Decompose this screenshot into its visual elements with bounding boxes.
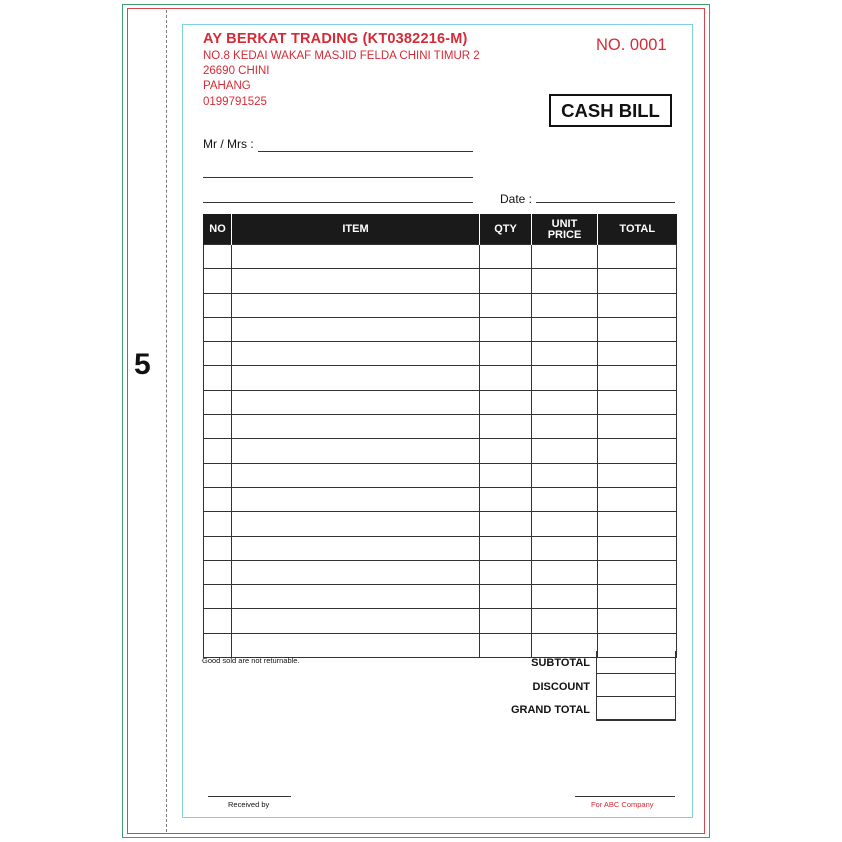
total-cell[interactable] <box>598 512 677 536</box>
unit-price-cell[interactable] <box>532 633 598 657</box>
total-cell[interactable] <box>598 585 677 609</box>
no-cell[interactable] <box>204 633 232 657</box>
qty-cell[interactable] <box>480 536 532 560</box>
document-title-text: CASH BILL <box>561 99 660 121</box>
total-cell[interactable] <box>598 366 677 390</box>
received-by-label: Received by <box>228 800 270 809</box>
total-cell[interactable] <box>598 560 677 584</box>
item-cell[interactable] <box>232 487 480 511</box>
company-signature-label: For ABC Company <box>591 800 654 809</box>
grand-total-label: GRAND TOTAL <box>510 704 590 716</box>
no-cell[interactable] <box>204 560 232 584</box>
total-cell[interactable] <box>598 609 677 633</box>
table-row <box>204 317 677 341</box>
item-cell[interactable] <box>232 609 480 633</box>
item-cell[interactable] <box>232 536 480 560</box>
unit-price-cell[interactable] <box>532 439 598 463</box>
company-name: AY BERKAT TRADING (KT0382216-M) <box>203 31 468 47</box>
subtotal-cell[interactable] <box>596 651 676 674</box>
item-cell[interactable] <box>232 560 480 584</box>
table-row <box>204 487 677 511</box>
total-cell[interactable] <box>598 317 677 341</box>
table-row <box>204 512 677 536</box>
company-address-line-2: 26690 CHINI <box>203 65 270 77</box>
qty-cell[interactable] <box>480 439 532 463</box>
no-cell[interactable] <box>204 317 232 341</box>
qty-cell[interactable] <box>480 269 532 293</box>
no-cell[interactable] <box>204 463 232 487</box>
header-no: NO <box>204 214 232 245</box>
table-row <box>204 536 677 560</box>
return-policy-note: Good sold are not returnable. <box>202 656 300 665</box>
no-cell[interactable] <box>204 512 232 536</box>
no-cell[interactable] <box>204 585 232 609</box>
total-cell[interactable] <box>598 439 677 463</box>
unit-price-cell[interactable] <box>532 366 598 390</box>
total-cell[interactable] <box>598 536 677 560</box>
document-title <box>549 94 672 127</box>
unit-price-cell[interactable] <box>532 269 598 293</box>
table-row <box>204 390 677 414</box>
no-cell[interactable] <box>204 269 232 293</box>
unit-price-cell[interactable] <box>532 390 598 414</box>
unit-price-cell[interactable] <box>532 245 598 269</box>
table-row <box>204 463 677 487</box>
discount-cell[interactable] <box>596 674 676 697</box>
item-cell[interactable] <box>232 633 480 657</box>
no-cell[interactable] <box>204 390 232 414</box>
qty-cell[interactable] <box>480 609 532 633</box>
company-signature-line[interactable] <box>575 796 675 797</box>
qty-cell[interactable] <box>480 463 532 487</box>
qty-cell[interactable] <box>480 560 532 584</box>
grand-total-double-underline <box>596 719 676 721</box>
table-header-row <box>204 214 677 245</box>
item-cell[interactable] <box>232 463 480 487</box>
qty-cell[interactable] <box>480 512 532 536</box>
unit-price-cell[interactable] <box>532 512 598 536</box>
table-row <box>204 415 677 439</box>
no-cell[interactable] <box>204 415 232 439</box>
company-address-line-1: NO.8 KEDAI WAKAF MASJID FELDA CHINI TIMUR 2 <box>203 50 480 62</box>
customer-line-2[interactable] <box>203 177 473 178</box>
date-line[interactable] <box>536 202 675 203</box>
unit-price-cell[interactable] <box>532 317 598 341</box>
item-cell[interactable] <box>232 245 480 269</box>
qty-cell[interactable] <box>480 415 532 439</box>
qty-cell[interactable] <box>480 293 532 317</box>
qty-cell[interactable] <box>480 585 532 609</box>
no-cell[interactable] <box>204 366 232 390</box>
no-cell[interactable] <box>204 609 232 633</box>
table-row <box>204 293 677 317</box>
unit-price-cell[interactable] <box>532 609 598 633</box>
subtotal-label: SUBTOTAL <box>531 657 590 669</box>
no-cell[interactable] <box>204 439 232 463</box>
unit-price-cell[interactable] <box>532 415 598 439</box>
unit-price-cell[interactable] <box>532 487 598 511</box>
grand-total-cell[interactable] <box>596 697 676 720</box>
item-cell[interactable] <box>232 415 480 439</box>
unit-price-cell[interactable] <box>532 585 598 609</box>
total-cell[interactable] <box>598 293 677 317</box>
item-cell[interactable] <box>232 439 480 463</box>
total-cell[interactable] <box>598 463 677 487</box>
qty-cell[interactable] <box>480 390 532 414</box>
items-table <box>203 214 677 658</box>
customer-label: Mr / Mrs : <box>203 137 254 151</box>
qty-cell[interactable] <box>480 487 532 511</box>
company-address-line-3: PAHANG <box>203 80 251 92</box>
no-cell[interactable] <box>204 245 232 269</box>
customer-line-1[interactable] <box>258 151 473 152</box>
item-cell[interactable] <box>232 390 480 414</box>
header-item: ITEM <box>232 214 480 245</box>
total-cell[interactable] <box>598 269 677 293</box>
table-row <box>204 342 677 366</box>
no-cell[interactable] <box>204 342 232 366</box>
item-cell[interactable] <box>232 512 480 536</box>
qty-cell[interactable] <box>480 633 532 657</box>
no-cell[interactable] <box>204 536 232 560</box>
customer-line-3[interactable] <box>203 202 473 203</box>
received-by-line[interactable] <box>208 796 291 797</box>
item-cell[interactable] <box>232 293 480 317</box>
qty-cell[interactable] <box>480 342 532 366</box>
item-cell[interactable] <box>232 585 480 609</box>
item-cell[interactable] <box>232 342 480 366</box>
unit-price-cell[interactable] <box>532 463 598 487</box>
table-row <box>204 269 677 293</box>
total-cell[interactable] <box>598 342 677 366</box>
total-cell[interactable] <box>598 245 677 269</box>
unit-price-cell[interactable] <box>532 560 598 584</box>
company-phone: 0199791525 <box>203 96 267 108</box>
no-cell[interactable] <box>204 487 232 511</box>
bill-number: NO. 0001 <box>596 36 667 54</box>
unit-price-cell[interactable] <box>532 536 598 560</box>
discount-label: DISCOUNT <box>532 681 590 693</box>
table-body <box>204 245 677 658</box>
total-cell[interactable] <box>598 390 677 414</box>
qty-cell[interactable] <box>480 366 532 390</box>
table-row <box>204 560 677 584</box>
header-total: TOTAL <box>598 214 677 245</box>
table-row <box>204 609 677 633</box>
item-cell[interactable] <box>232 366 480 390</box>
table-row <box>204 366 677 390</box>
unit-price-cell[interactable] <box>532 342 598 366</box>
total-cell[interactable] <box>598 415 677 439</box>
header-qty: QTY <box>480 214 532 245</box>
page-number: 5 <box>134 348 151 381</box>
total-cell[interactable] <box>598 487 677 511</box>
item-cell[interactable] <box>232 269 480 293</box>
date-label: Date : <box>500 192 533 206</box>
unit-price-cell[interactable] <box>532 293 598 317</box>
no-cell[interactable] <box>204 293 232 317</box>
qty-cell[interactable] <box>480 317 532 341</box>
perforation-line <box>166 10 167 832</box>
qty-cell[interactable] <box>480 245 532 269</box>
header-unit-price: UNIT PRICE <box>532 214 598 245</box>
item-cell[interactable] <box>232 317 480 341</box>
table-row <box>204 439 677 463</box>
table-row <box>204 245 677 269</box>
table-row <box>204 585 677 609</box>
